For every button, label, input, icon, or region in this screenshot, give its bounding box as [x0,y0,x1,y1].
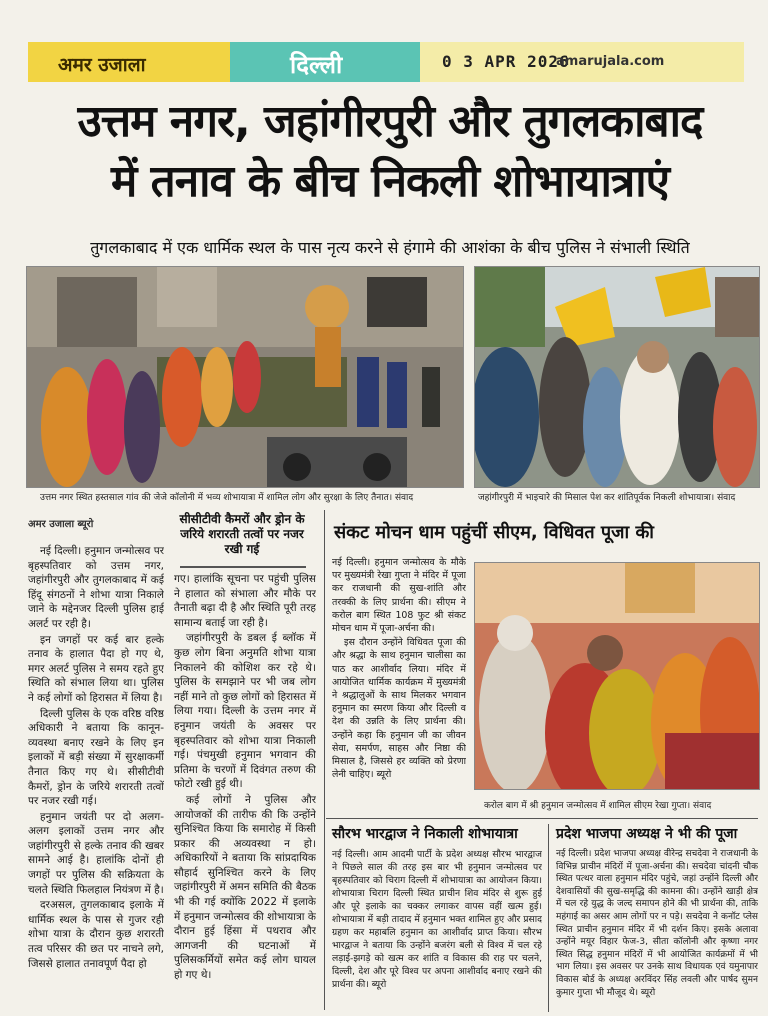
paragraph: गए। हालांकि सूचना पर पहुंची पुलिस ने हालात को संभाला और मौके पर तैनाती बढ़ा दी है और स्थिति पूरी तरह सामान्य बताई जा रही है। [174,573,316,629]
main-headline-line1: उत्तम नगर, जहांगीरपुरी और तुगलकाबाद [77,96,703,147]
procession-photo-jahangirpuri [474,266,760,488]
city-name: दिल्ली [290,51,343,79]
paragraph: इन जगहों पर कई बार हल्के तनाव के हालात पैदा हो गए थे, मगर अलर्ट पुलिस ने समय रहते हुए स्थिति को संभाल लिया था। पुलिस ने कई लोगों को हिरासत में लिया है। [28,633,164,704]
section-divider [326,818,758,819]
brand-banner [28,42,230,82]
paragraph: नई दिल्ली। आम आदमी पार्टी के प्रदेश अध्यक्ष सौरभ भारद्वाज ने पिछले साल की तरह इस बार भी हनुमान जन्मोत्सव पर बृहस्पतिवार को चिराग दिल्ली में शोभायात्रा का आयोजन किया। शोभायात्रा चिराग दिल्ली स्थित प्राचीन शिव मंदिर से शुरू हुई और पूरे इलाके का चक्कर लगाकर वापस वहीं खत्म हुई। शोभायात्रा में बड़ी तादाद में हनुमान भक्त शामिल हुए और प्रसाद ग्रहण कर महाबलि हनुमान का आशीर्वाद प्राप्त किया। सौरभ भारद्वाज ने बताया कि उन्होंने बजरंग बली से विश्व में चल रहे लड़ाई-झगड़े को खत्म कर शांति व विकास की राह पर चलने, दिल्ली, देश और पूरे विश्व पर अपना आशीर्वाद बनाए रखने की प्रार्थना की। ब्यूरो [332,849,542,990]
main-story-column-2 [174,572,316,1012]
highlight-box-title: सीसीटीवी कैमरों और ड्रोन के जरिये शरारती तत्वों पर नजर रखी गई [179,512,305,556]
bjp-story-headline: प्रदेश भाजपा अध्यक्ष ने भी की पूजा [556,826,738,842]
main-headline-line2: में तनाव के बीच निकली शोभायात्राएं [111,156,669,207]
procession-photo-graphic [27,267,463,487]
site-url: amarujala.com [556,54,665,69]
main-story-column-1 [28,544,164,1012]
paragraph: हनुमान जयंती पर दो अलग-अलग इलाकों उत्तम नगर और जहांगीरपुरी से हल्के तनाव की खबर सामने आई है। हालांकि दोनों ही जगहों पर पुलिस की सक्रियता के चलते स्थिति फिलहाल नियंत्रण में है। [28,810,164,896]
paragraph: दरअसल, तुगलकाबाद इलाके में धार्मिक स्थल के पास से गुजर रही शोभा यात्रा के दौरान कुछ शरारती तत्व परिसर की छत पर नाचने लगे, जिससे हालात तनावपूर्ण पैदा हो [28,899,164,970]
column-divider [324,510,325,1010]
procession-photo-right-graphic [475,267,759,487]
paragraph: नई दिल्ली। हनुमान जन्मोत्सव पर बृहस्पतिवार को उत्तम नगर, जहांगीरपुरी और तुगलकाबाद में कई हिंदू संगठनों ने शोभा यात्रा निकाले जाने के मद्देनजर दिल्ली पुलिस हाई अलर्ट पर रही है। [28,545,164,630]
paragraph: दिल्ली पुलिस के एक वरिष्ठ वरिष्ठ अधिकारी ने बताया कि कानून-व्यवस्था बनाए रखने के लिए इन इलाकों में बड़ी संख्या में सुरक्षाकर्मी तैनात किए गए थे। सीसीटीवी कैमरों, ड्रोन के जरिये शरारती तत्वों पर नजर रखी गई। [28,707,164,808]
caption-jahangirpuri: जहांगीरपुरी में भाइचारे की मिसाल पेश कर शांतिपूर्वक निकली शोभायात्रा। संवाद [478,493,736,503]
cm-story-headline: संकट मोचन धाम पहुंचीं सीएम, विधिवत पूजा की [334,522,654,543]
cm-story-text [332,556,466,814]
masthead [28,42,744,82]
byline: अमर उजाला ब्यूरो [28,519,94,530]
paragraph: नई दिल्ली। प्रदेश भाजपा अध्यक्ष वीरेन्द्र सचदेवा ने राजधानी के विभिन्न प्राचीन मंदिरों में पूजा-अर्चना की। सचदेवा चांदनी चौक स्थित पत्थर वाला हनुमान मंदिर पहुंचे, जहां उन्होंने दिल्ली और देशवासियों की सुख-समृद्धि की कामना की। उन्होंने खाड़ी क्षेत्र में चल रहे युद्ध के जल्द समापन होने की भी प्रार्थना की, ताकि महंगाई का असर आम लोगों पर न पड़े। सचदेवा ने कनॉट प्लेस स्थित प्राचीन हनुमान मंदिर में भी दर्शन किए। इसके अलावा उन्होंने मयूर विहार फेज-3, सीता कॉलोनी और कृष्णा नगर स्थित सिद्ध हनुमान मंदिरों में भी आयोजित कार्यक्रमों में भी भाग लिया। इस अवसर पर उनके साथ विधायक एवं यमुनापार विकास बोर्ड के अध्यक्ष अरविंदर सिंह लवली और पार्षद सुमन कुमार गुप्ता भी मौजूद थे। ब्यूरो [556,849,758,998]
subheadline: तुगलकाबाद में एक धार्मिक स्थल के पास नृत्य करने से हंगामे की आशंका के बीच पुलिस ने संभाली स्थिति [90,238,690,257]
saurabh-story-headline: सौरभ भारद्वाज ने निकाली शोभायात्रा [332,826,518,842]
paragraph: इस दौरान उन्होंने विधिवत पूजा की और श्रद्धा के साथ हनुमान चालीसा का पाठ कर आशीर्वाद लिया। मंदिर में आयोजित धार्मिक कार्यक्रम में मुख्यमंत्री ने श्रद्धालुओं के साथ मिलकर भगवान हनुमान का स्मरण किया और दिल्ली व देश की उन्नति के लिए प्रार्थना की। उन्होंने कहा कि हनुमान जी का जीवन सेवा, समर्पण, साहस और निष्ठा की मिसाल है, जिससे हर व्यक्ति को प्रेरणा लेनी चाहिए। ब्यूरो [332,637,466,781]
edition-date: 0 3 APR 2026 [442,52,570,71]
bjp-story-text [556,848,758,1012]
paragraph: कई लोगों ने पुलिस और आयोजकों की तारीफ की कि उन्होंने सुनिश्चित किया कि समारोह में किसी प्रकार की अव्यवस्था न हो। अधिकारियों ने बताया कि सांप्रदायिक सौहार्द सुनिश्चित करने के लिए जहांगीरपुरी में अमन समिति की बैठक भी की गई क्योंकि 2022 में इलाके में हनुमान जन्मोत्सव की शोभायात्रा के दौरान हुई हिंसा में पथराव और आगजनी की घटनाओं में पुलिसकर्मियों समेत कई लोग घायल हो गए थे। [174,793,316,982]
procession-photo-uttam-nagar [26,266,464,488]
cm-photo-graphic [475,563,759,789]
paragraph: नई दिल्ली। हनुमान जन्मोत्सव के मौके पर मुख्यमंत्री रेखा गुप्ता ने मंदिर में पूजा कर राजधानी की सुख-शांति और तरक्की के लिए प्रार्थना की। सीएम ने करोल बाग स्थित 108 फुट श्री संकट मोचन धाम में पूजा-अर्चना की। [332,557,466,635]
paragraph: जहांगीरपुरी के डबल ई ब्लॉक में कुछ लोग बिना अनुमति शोभा यात्रा निकालने की कोशिश कर रहे थे। पुलिस के समझाने पर भी जब लोग नहीं माने तो कुछ लोगों को हिरासत में लिया गया। दिल्ली के उत्तम नगर में हनुमान जयंती के अवसर पर बृहस्पतिवार को शोभा यात्रा निकाली गई। पंचमुखी हनुमान भगवान की प्रतिमा के चरणों में दिवंगत तरुण की फोटो रखी हुई थी। [174,632,316,791]
caption-uttam-nagar: उत्तम नगर स्थित हस्तसाल गांव की जेजे कॉलोनी में भव्य शोभायात्रा में शामिल लोग और सुरक्षा के लिए तैनात। संवाद [40,493,414,503]
column-divider-lower [548,824,549,1012]
brand-logo: अमर उजाला [58,54,146,76]
date-banner [420,42,744,82]
box-divider [180,566,306,568]
saurabh-story-text [332,848,542,1012]
city-banner [230,42,420,82]
cm-photo [474,562,760,790]
caption-cm: करोल बाग में श्री हनुमान जन्मोत्सव में शामिल सीएम रेखा गुप्ता। संवाद [484,801,712,811]
